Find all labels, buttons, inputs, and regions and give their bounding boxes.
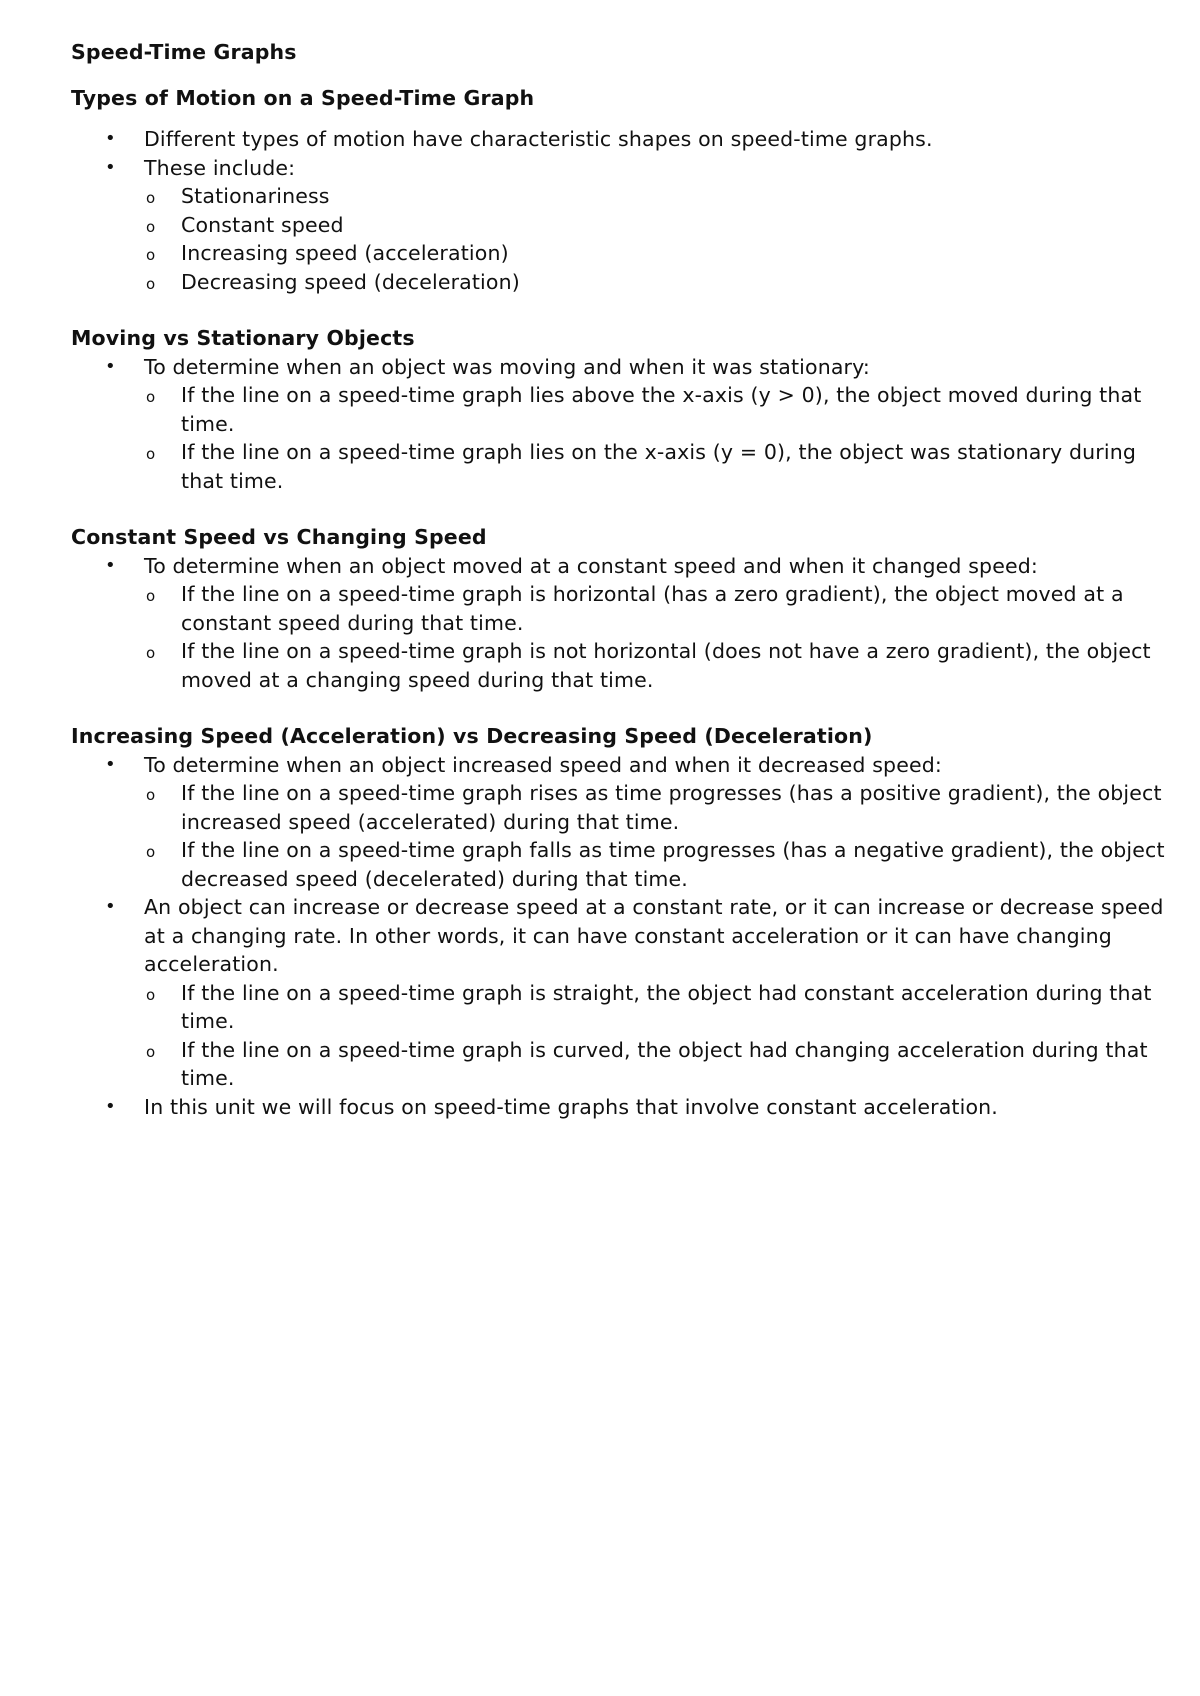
sub-bullet-icon: o xyxy=(146,786,156,804)
bullet-icon: • xyxy=(105,156,116,178)
sub-bullet-icon: o xyxy=(146,644,156,662)
sub-bullet-icon: o xyxy=(146,445,156,463)
sub-list-item: o If the line on a speed-time graph is horizontal (has a zero gradient), the object moved at a constant speed during that time. xyxy=(146,582,1124,635)
bullet-icon: • xyxy=(105,1095,116,1117)
sub-list-item: o Constant speed xyxy=(144,211,1171,240)
section-heading: Constant Speed vs Changing Speed xyxy=(71,525,487,549)
sub-list-item: o Decreasing speed (deceleration) xyxy=(144,268,1171,297)
sub-list-item: o If the line on a speed-time graph rises as time progresses (has a positive gradient), the object increased speed (accelerated) during that time. xyxy=(146,781,1162,834)
sub-bullet-icon: o xyxy=(146,217,156,236)
list-item xyxy=(71,353,1171,496)
list-item-text: To determine when an object increased speed and when it decreased speed: xyxy=(144,752,942,777)
sub-list-item: o If the line on a speed-time graph is curved, the object had changing acceleration during that time. xyxy=(146,1037,1148,1090)
sub-list-item: o If the line on a speed-time graph is straight, the object had constant acceleration during that time. xyxy=(146,980,1152,1033)
sub-list-item: o If the line on a speed-time graph lies on the x-axis (y = 0), the object was stationary during that time. xyxy=(146,440,1136,493)
list-item-text: In this unit we will focus on speed-time graphs that involve constant acceleration. xyxy=(144,1094,998,1119)
sub-list-item: o If the line on a speed-time graph lies above the x-axis (y > 0), the object moved during that time. xyxy=(146,383,1142,436)
sub-list-item: o If the line on a speed-time graph is not horizontal (does not have a zero gradient), the object moved at a changing speed during that time. xyxy=(146,639,1151,692)
sub-bullet-icon: o xyxy=(146,246,156,264)
sub-list xyxy=(144,381,1171,495)
list-item xyxy=(71,893,1171,1093)
sub-list-item: o Stationariness xyxy=(144,182,1171,211)
sub-bullet-icon: o xyxy=(146,388,156,406)
list-item xyxy=(71,1093,1171,1122)
bullet-list xyxy=(71,751,1171,1122)
list-item-text: An object can increase or decrease speed at a constant rate, or it can increase or decrease speed at a changing rate. In other words, it can have constant acceleration or it can have changing acceleration. xyxy=(144,895,1164,976)
spacer xyxy=(71,495,1171,523)
spacer xyxy=(71,296,1171,324)
bullet-list xyxy=(71,125,1171,296)
document-page xyxy=(71,38,1171,1121)
sub-list xyxy=(144,580,1171,694)
list-item xyxy=(71,154,1171,297)
sub-list xyxy=(144,779,1171,893)
document-title: Speed-Time Graphs xyxy=(71,40,297,64)
sub-bullet-icon: o xyxy=(146,189,156,207)
list-item-text: Different types of motion have characteristic shapes on speed-time graphs. xyxy=(144,127,933,151)
bullet-icon: • xyxy=(105,896,116,917)
section-heading: Types of Motion on a Speed-Time Graph xyxy=(71,85,535,110)
bullet-icon: • xyxy=(105,753,116,775)
section-heading: Increasing Speed (Acceleration) vs Decreasing Speed (Deceleration) xyxy=(71,724,873,748)
sub-bullet-icon: o xyxy=(146,274,156,293)
sub-list xyxy=(144,182,1171,296)
list-item xyxy=(71,125,1171,154)
section-heading: Moving vs Stationary Objects xyxy=(71,326,415,350)
bullet-icon: • xyxy=(105,128,116,149)
bullet-list xyxy=(71,353,1171,496)
sub-list xyxy=(144,979,1171,1093)
sub-bullet-icon: o xyxy=(146,985,156,1004)
bullet-icon: • xyxy=(105,554,116,576)
sub-bullet-icon: o xyxy=(146,587,156,605)
list-item xyxy=(71,552,1171,695)
sub-list-item: o If the line on a speed-time graph falls as time progresses (has a negative gradient), the object decreased speed (decelerated) during that time. xyxy=(146,838,1165,891)
bullet-list xyxy=(71,552,1171,695)
list-item-text: To determine when an object moved at a constant speed and when it changed speed: xyxy=(144,553,1038,578)
list-item xyxy=(71,751,1171,894)
bullet-icon: • xyxy=(105,355,116,377)
sub-list-item: o Increasing speed (acceleration) xyxy=(144,239,1171,268)
sub-bullet-icon: o xyxy=(146,1042,156,1061)
spacer xyxy=(71,694,1171,722)
list-item-text: To determine when an object was moving and when it was stationary: xyxy=(144,354,870,379)
list-item-text: These include: xyxy=(144,155,296,180)
sub-bullet-icon: o xyxy=(146,843,156,861)
